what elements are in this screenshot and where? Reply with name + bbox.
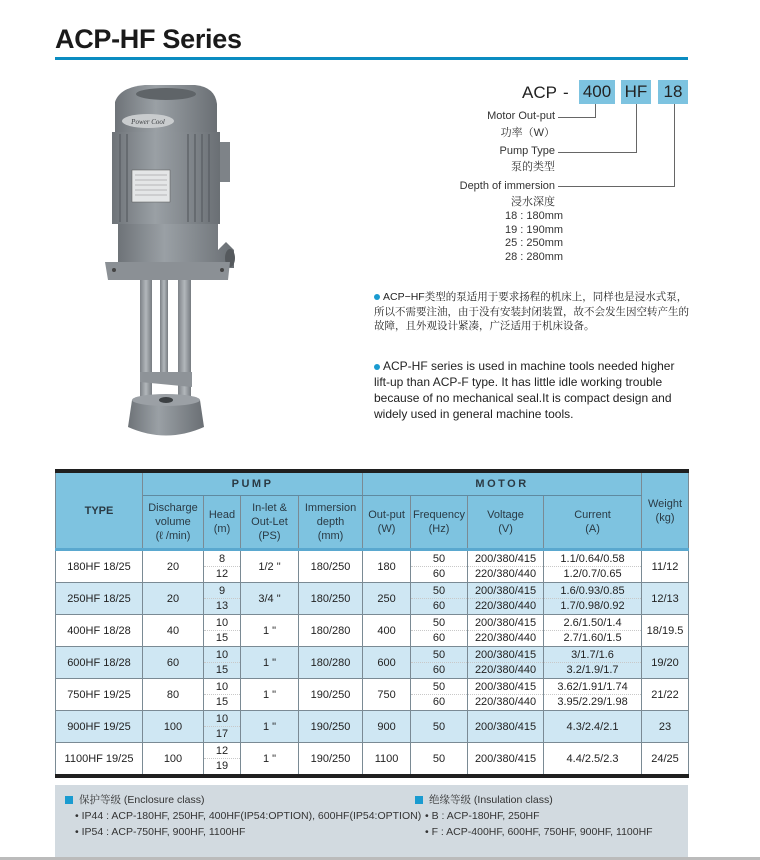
connector-line [674, 104, 675, 187]
cell-current-value: 4.3/2.4/2.1 [566, 720, 619, 733]
cell-voltage-value: 200/380/415 [474, 720, 537, 733]
cell-type: 250HF 18/25 [56, 583, 143, 615]
cell-head [204, 679, 241, 711]
header-immersion: Immersion depth (mm) [299, 496, 363, 550]
cell-current-value: 2.7/1.60/1.5 [563, 632, 622, 644]
cell-discharge: 20 [143, 583, 204, 615]
cell-frequency [411, 743, 468, 777]
cell-frequency [411, 615, 468, 647]
cell-voltage-value: 200/380/415 [468, 648, 543, 663]
cell-frequency [411, 583, 468, 615]
table-row [56, 647, 689, 679]
cell-output: 600 [363, 647, 411, 679]
cell-current-value: 3/1.7/1.6 [544, 648, 641, 663]
cell-head [204, 743, 241, 777]
cell-voltage-value: 200/380/415 [468, 552, 543, 567]
cell-output: 400 [363, 615, 411, 647]
connector-line [558, 152, 636, 153]
connector-line [558, 117, 595, 118]
description-english [374, 358, 690, 422]
cell-current-value: 1.6/0.93/0.85 [544, 584, 641, 599]
cell-frequency-value: 50 [411, 552, 467, 567]
cell-head [204, 550, 241, 583]
cell-voltage [468, 711, 544, 743]
cell-weight: 23 [642, 711, 689, 743]
insulation-title: 绝缘等级 (Insulation class) [429, 794, 553, 806]
cell-discharge: 60 [143, 647, 204, 679]
cell-discharge: 20 [143, 550, 204, 583]
enclosure-item: • IP54 : ACP-750HF, 900HF, 1100HF [75, 826, 246, 838]
table-row [56, 583, 689, 615]
cell-weight: 12/13 [642, 583, 689, 615]
table-row [56, 679, 689, 711]
cell-head-value: 12 [204, 744, 240, 759]
cell-frequency [411, 647, 468, 679]
cell-immersion: 180/250 [299, 583, 363, 615]
cell-inlet: 3/4 " [241, 583, 299, 615]
enclosure-item: • IP44 : ACP-180HF, 250HF, 400HF(IP54:OPTION), 600HF(IP54:OPTION) [75, 810, 422, 822]
cell-current [544, 711, 642, 743]
cell-voltage-value: 220/380/440 [474, 696, 537, 708]
cell-immersion: 190/250 [299, 711, 363, 743]
cell-current [544, 550, 642, 583]
connector-line [595, 104, 596, 118]
insulation-item: • F : ACP-400HF, 600HF, 750HF, 900HF, 1100HF [425, 826, 653, 838]
cell-frequency-value: 50 [432, 752, 446, 765]
enclosure-class-note [65, 792, 421, 840]
label-depth-cn: 浸水深度 [511, 196, 555, 208]
cell-head-value: 9 [204, 584, 240, 599]
table-row [56, 550, 689, 583]
cell-immersion: 180/280 [299, 615, 363, 647]
cell-inlet: 1 " [241, 615, 299, 647]
cell-frequency-value: 50 [411, 680, 467, 695]
bullet-icon [374, 294, 380, 300]
cell-frequency [411, 679, 468, 711]
cell-frequency-value: 60 [432, 632, 446, 644]
header-weight: Weight (kg) [642, 471, 689, 550]
cell-type: 600HF 18/28 [56, 647, 143, 679]
cell-current [544, 679, 642, 711]
connector-line [636, 104, 637, 153]
cell-head-value: 19 [215, 760, 229, 772]
header-voltage: Voltage (V) [468, 496, 544, 550]
cell-current-value: 1.1/0.64/0.58 [544, 552, 641, 567]
description-cn-text: ACP−HF类型的泵适用于要求扬程的机床上，同样也是浸水式泵，所以不需要注油，由于没有安装封闭装置，故不会发生因空转产生的故障，且外观设计紧凑，广泛适用于机床设备。 [374, 291, 689, 332]
cell-discharge: 40 [143, 615, 204, 647]
cell-frequency-value: 60 [432, 696, 446, 708]
cell-frequency-value: 50 [432, 720, 446, 733]
cell-voltage-value: 220/380/440 [474, 632, 537, 644]
bullet-icon [374, 364, 380, 370]
model-depth-box: 18 [658, 80, 688, 104]
cell-voltage-value: 200/380/415 [468, 616, 543, 631]
cell-immersion: 180/250 [299, 550, 363, 583]
header-current: Current (A) [544, 496, 642, 550]
cell-current-value: 3.95/2.29/1.98 [557, 696, 628, 708]
cell-voltage [468, 550, 544, 583]
cell-output: 1100 [363, 743, 411, 777]
cell-current-value: 1.2/0.7/0.65 [563, 568, 622, 580]
table-row [56, 615, 689, 647]
cell-weight: 24/25 [642, 743, 689, 777]
cell-output: 750 [363, 679, 411, 711]
cell-voltage-value: 200/380/415 [474, 752, 537, 765]
cell-voltage [468, 743, 544, 777]
cell-voltage [468, 615, 544, 647]
label-motor-output: Motor Out-put [487, 110, 555, 122]
cell-frequency-value: 60 [432, 568, 446, 580]
cell-weight: 19/20 [642, 647, 689, 679]
cell-current [544, 615, 642, 647]
cell-type: 180HF 18/25 [56, 550, 143, 583]
cell-head-value: 13 [215, 600, 229, 612]
cell-inlet: 1 " [241, 711, 299, 743]
table-row [56, 743, 689, 777]
cell-output: 250 [363, 583, 411, 615]
cell-head-value: 10 [204, 680, 240, 695]
cell-head-value: 12 [215, 568, 229, 580]
cell-voltage-value: 200/380/415 [468, 680, 543, 695]
cell-weight: 18/19.5 [642, 615, 689, 647]
label-depth: Depth of immersion [459, 180, 555, 192]
cell-voltage [468, 679, 544, 711]
cell-voltage [468, 583, 544, 615]
cell-weight: 11/12 [642, 550, 689, 583]
cell-current [544, 583, 642, 615]
cell-frequency-value: 60 [432, 664, 446, 676]
square-bullet-icon [65, 796, 73, 804]
cell-type: 900HF 19/25 [56, 711, 143, 743]
cell-head-value: 10 [204, 648, 240, 663]
header-frequency: Frequency (Hz) [411, 496, 468, 550]
cell-head-value: 15 [215, 664, 229, 676]
cell-inlet: 1 " [241, 679, 299, 711]
depth-item: 18 : 180mm [505, 210, 564, 222]
spec-table [55, 469, 689, 778]
cell-weight: 21/22 [642, 679, 689, 711]
model-dash: - [563, 83, 569, 102]
cell-head-value: 17 [215, 728, 229, 740]
connector-line [558, 186, 674, 187]
cell-head [204, 647, 241, 679]
cell-frequency [411, 550, 468, 583]
cell-frequency [411, 711, 468, 743]
cell-output: 180 [363, 550, 411, 583]
cell-head-value: 15 [215, 696, 229, 708]
label-pump-type: Pump Type [499, 145, 555, 157]
cell-voltage-value: 200/380/415 [468, 584, 543, 599]
cell-head [204, 711, 241, 743]
cell-inlet: 1/2 " [241, 550, 299, 583]
notes-panel [55, 785, 688, 858]
cell-immersion: 190/250 [299, 743, 363, 777]
table-row [56, 711, 689, 743]
enclosure-title: 保护等级 (Enclosure class) [79, 794, 205, 806]
cell-head-value: 10 [204, 616, 240, 631]
cell-frequency-value: 50 [411, 584, 467, 599]
cell-output: 900 [363, 711, 411, 743]
cell-current-value: 3.2/1.9/1.7 [566, 664, 619, 676]
pump-product-image [100, 82, 235, 452]
cell-frequency-value: 60 [432, 600, 446, 612]
insulation-item: • B : ACP-180HF, 250HF [425, 810, 540, 822]
header-group-motor: MOTOR [363, 471, 642, 496]
cell-head [204, 615, 241, 647]
cell-type: 1100HF 19/25 [56, 743, 143, 777]
cell-voltage-value: 220/380/440 [474, 600, 537, 612]
cell-current [544, 647, 642, 679]
cell-current-value: 3.62/1.91/1.74 [544, 680, 641, 695]
cell-frequency-value: 50 [411, 616, 467, 631]
cell-current-value: 2.6/1.50/1.4 [544, 616, 641, 631]
cell-immersion: 180/280 [299, 647, 363, 679]
cell-frequency-value: 50 [411, 648, 467, 663]
header-type: TYPE [56, 471, 143, 550]
cell-head-value: 8 [204, 552, 240, 567]
title-underline [55, 57, 688, 60]
depth-item: 28 : 280mm [505, 250, 564, 263]
cell-inlet: 1 " [241, 743, 299, 777]
model-prefix: ACP [522, 83, 557, 102]
cell-current [544, 743, 642, 777]
insulation-class-note [415, 792, 653, 840]
cell-type: 750HF 19/25 [56, 679, 143, 711]
cell-discharge: 80 [143, 679, 204, 711]
cell-immersion: 190/250 [299, 679, 363, 711]
header-inlet: In-let & Out-Let (PS) [241, 496, 299, 550]
cell-current-value: 4.4/2.5/2.3 [566, 752, 619, 765]
description-chinese [374, 290, 690, 334]
header-discharge: Discharge volume (ℓ /min) [143, 496, 204, 550]
model-type-box: HF [621, 80, 651, 104]
depth-item: 19 : 190mm [505, 223, 564, 236]
cell-head [204, 583, 241, 615]
depth-list [505, 210, 563, 264]
cell-inlet: 1 " [241, 647, 299, 679]
model-output-box: 400 [579, 80, 615, 104]
cell-head-value: 15 [215, 632, 229, 644]
label-motor-output-cn: 功率（W） [500, 127, 555, 139]
square-bullet-icon [415, 796, 423, 804]
cell-voltage-value: 220/380/440 [474, 568, 537, 580]
cell-discharge: 100 [143, 711, 204, 743]
cell-voltage [468, 647, 544, 679]
description-en-text: ACP-HF series is used in machine tools needed higher lift-up than ACP-F type. It has little idle working trouble because of no mechanical seal.It is compact design and widely used in general machine tools. [374, 359, 675, 421]
cell-discharge: 100 [143, 743, 204, 777]
label-pump-type-cn: 泵的类型 [511, 161, 555, 173]
cell-current-value: 1.7/0.98/0.92 [560, 600, 625, 612]
page-title: ACP-HF Series [55, 24, 242, 54]
header-group-pump: PUMP [143, 471, 363, 496]
header-head: Head (m) [204, 496, 241, 550]
header-output: Out-put (W) [363, 496, 411, 550]
cell-head-value: 10 [204, 712, 240, 727]
depth-item: 25 : 250mm [505, 237, 564, 249]
svg-text:Power Cool: Power Cool [131, 118, 165, 126]
cell-type: 400HF 18/28 [56, 615, 143, 647]
cell-voltage-value: 220/380/440 [474, 664, 537, 676]
